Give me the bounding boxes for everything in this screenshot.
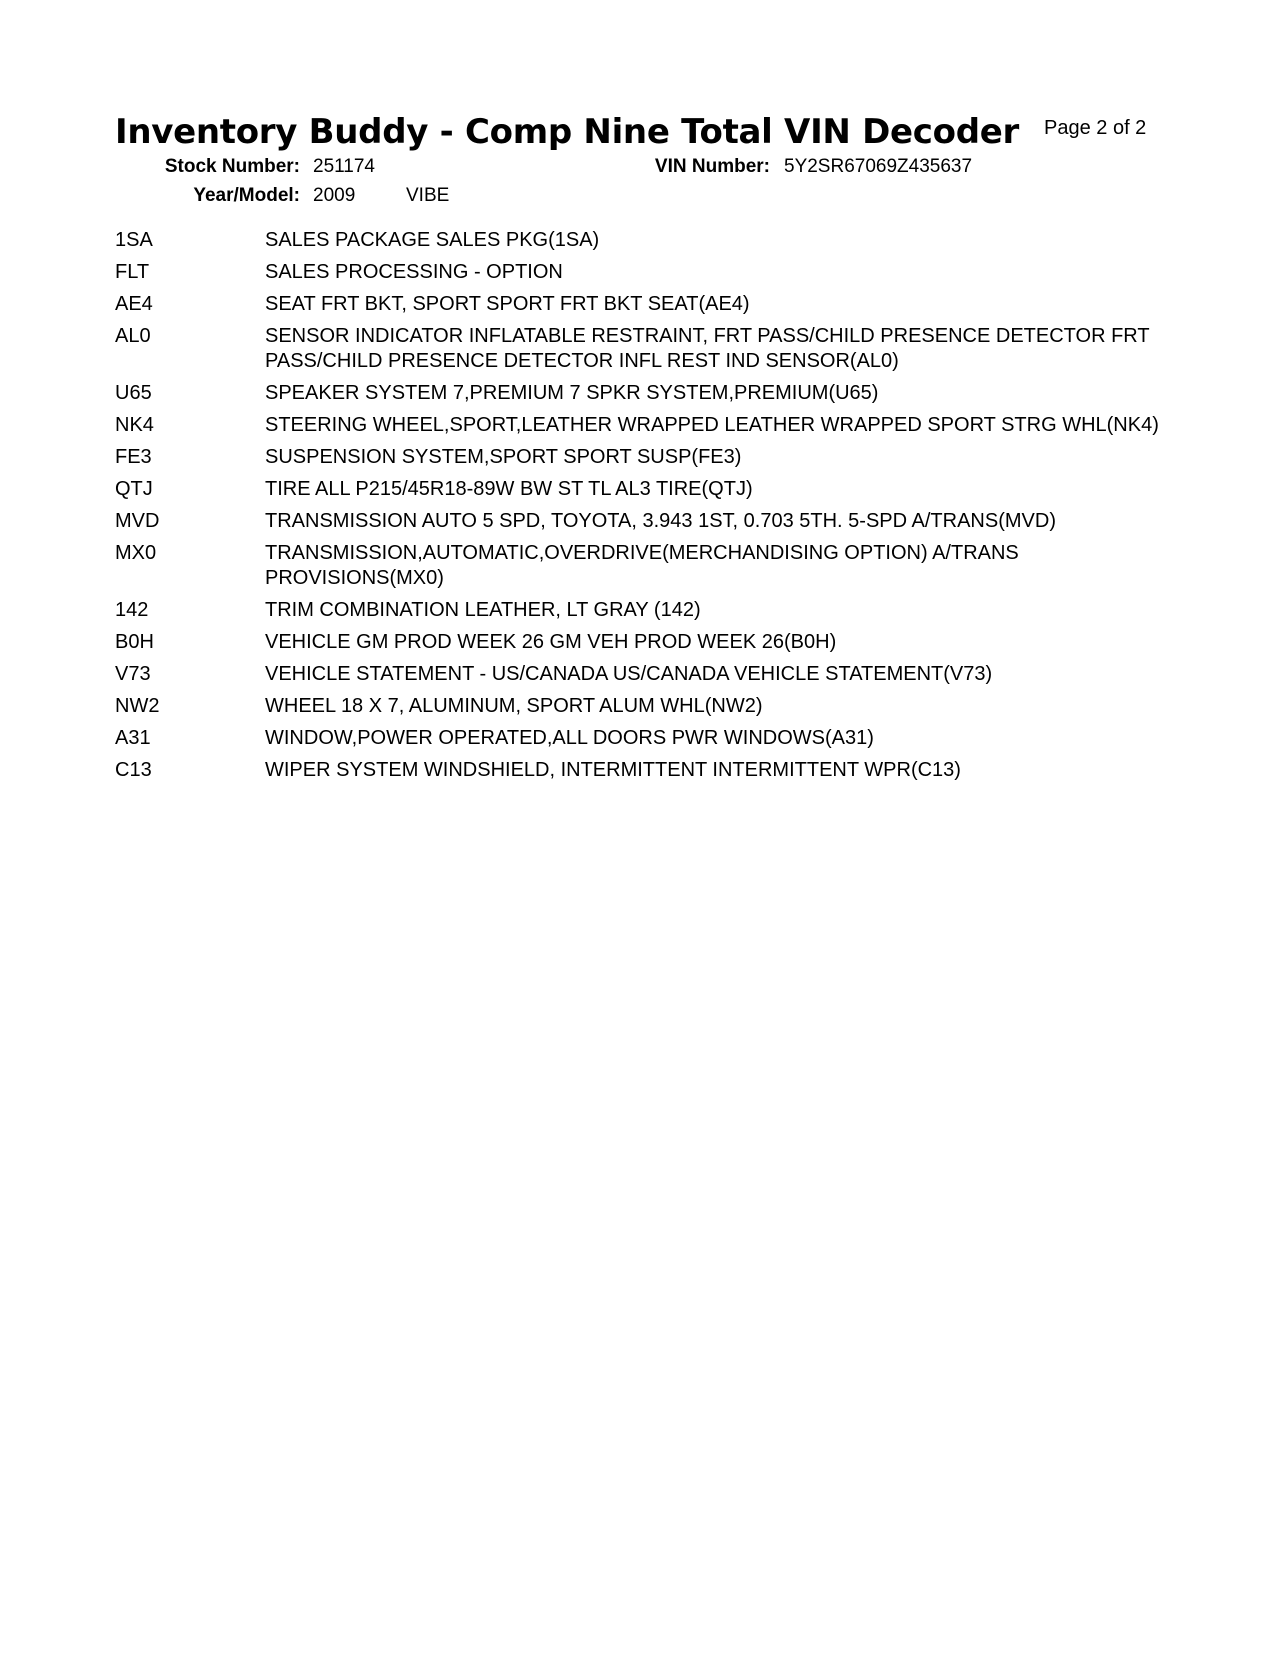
option-row — [115, 758, 1175, 783]
option-row — [115, 477, 1175, 502]
option-row — [115, 260, 1175, 285]
option-row — [115, 324, 1175, 374]
option-row — [115, 726, 1175, 751]
year-value: 2009 — [313, 185, 356, 206]
option-row — [115, 541, 1175, 591]
option-description: SENSOR INDICATOR INFLATABLE RESTRAINT, FRT PASS/CHILD PRESENCE DETECTOR FRT PASS/CHILD PRESENCE DETECTOR INFL REST IND SENSOR(AL0) — [265, 325, 1150, 372]
option-row — [115, 509, 1175, 534]
option-code: NW2 — [115, 695, 160, 717]
option-code: AL0 — [115, 325, 151, 347]
option-row — [115, 694, 1175, 719]
option-row — [115, 228, 1175, 253]
option-code: 142 — [115, 599, 149, 621]
stock-number-label: Stock Number: — [164, 156, 300, 177]
option-code: AE4 — [115, 293, 153, 315]
option-row — [115, 598, 1175, 623]
option-code: QTJ — [115, 478, 153, 500]
option-description: VEHICLE STATEMENT - US/CANADA US/CANADA VEHICLE STATEMENT(V73) — [265, 663, 993, 685]
vin-number-label: VIN Number: — [654, 156, 770, 177]
option-row — [115, 662, 1175, 687]
option-row — [115, 445, 1175, 470]
model-value: VIBE — [406, 185, 450, 206]
option-description: SPEAKER SYSTEM 7,PREMIUM 7 SPKR SYSTEM,PREMIUM(U65) — [265, 382, 879, 404]
option-code: FE3 — [115, 446, 152, 468]
option-code: 1SA — [115, 229, 153, 251]
option-code: A31 — [115, 727, 151, 749]
option-row — [115, 630, 1175, 655]
option-row — [115, 413, 1175, 438]
option-description: WINDOW,POWER OPERATED,ALL DOORS PWR WINDOWS(A31) — [265, 727, 874, 749]
stock-number-value: 251174 — [313, 156, 375, 177]
option-description: TIRE ALL P215/45R18-89W BW ST TL AL3 TIRE(QTJ) — [265, 478, 753, 500]
option-description: VEHICLE GM PROD WEEK 26 GM VEH PROD WEEK 26(B0H) — [265, 631, 837, 653]
option-code: MX0 — [115, 542, 157, 564]
option-description: TRANSMISSION AUTO 5 SPD, TOYOTA, 3.943 1ST, 0.703 5TH. 5-SPD A/TRANS(MVD) — [265, 510, 1056, 532]
option-code: V73 — [115, 663, 151, 685]
document-title: Inventory Buddy - Comp Nine Total VIN Decoder — [115, 112, 1019, 152]
option-code: U65 — [115, 382, 152, 404]
option-code: NK4 — [115, 414, 154, 436]
page-number: Page 2 of 2 — [1044, 117, 1147, 139]
option-row — [115, 381, 1175, 406]
year-model-label: Year/Model: — [193, 185, 300, 206]
option-description: SEAT FRT BKT, SPORT SPORT FRT BKT SEAT(AE4) — [265, 293, 750, 315]
option-description: SALES PACKAGE SALES PKG(1SA) — [265, 229, 600, 251]
option-description: SALES PROCESSING - OPTION — [265, 261, 563, 283]
option-row — [115, 292, 1175, 317]
option-description: TRIM COMBINATION LEATHER, LT GRAY (142) — [265, 599, 701, 621]
options-list — [115, 228, 1175, 790]
option-description: TRANSMISSION,AUTOMATIC,OVERDRIVE(MERCHANDISING OPTION) A/TRANS PROVISIONS(MX0) — [265, 542, 1019, 589]
option-code: B0H — [115, 631, 154, 653]
option-code: FLT — [115, 261, 150, 283]
option-description: SUSPENSION SYSTEM,SPORT SPORT SUSP(FE3) — [265, 446, 742, 468]
option-code: MVD — [115, 510, 160, 532]
vin-number-value: 5Y2SR67069Z435637 — [784, 156, 973, 177]
option-description: WHEEL 18 X 7, ALUMINUM, SPORT ALUM WHL(NW2) — [265, 695, 763, 717]
option-description: WIPER SYSTEM WINDSHIELD, INTERMITTENT INTERMITTENT WPR(C13) — [265, 759, 961, 781]
option-description: STEERING WHEEL,SPORT,LEATHER WRAPPED LEATHER WRAPPED SPORT STRG WHL(NK4) — [265, 414, 1159, 436]
option-code: C13 — [115, 759, 152, 781]
